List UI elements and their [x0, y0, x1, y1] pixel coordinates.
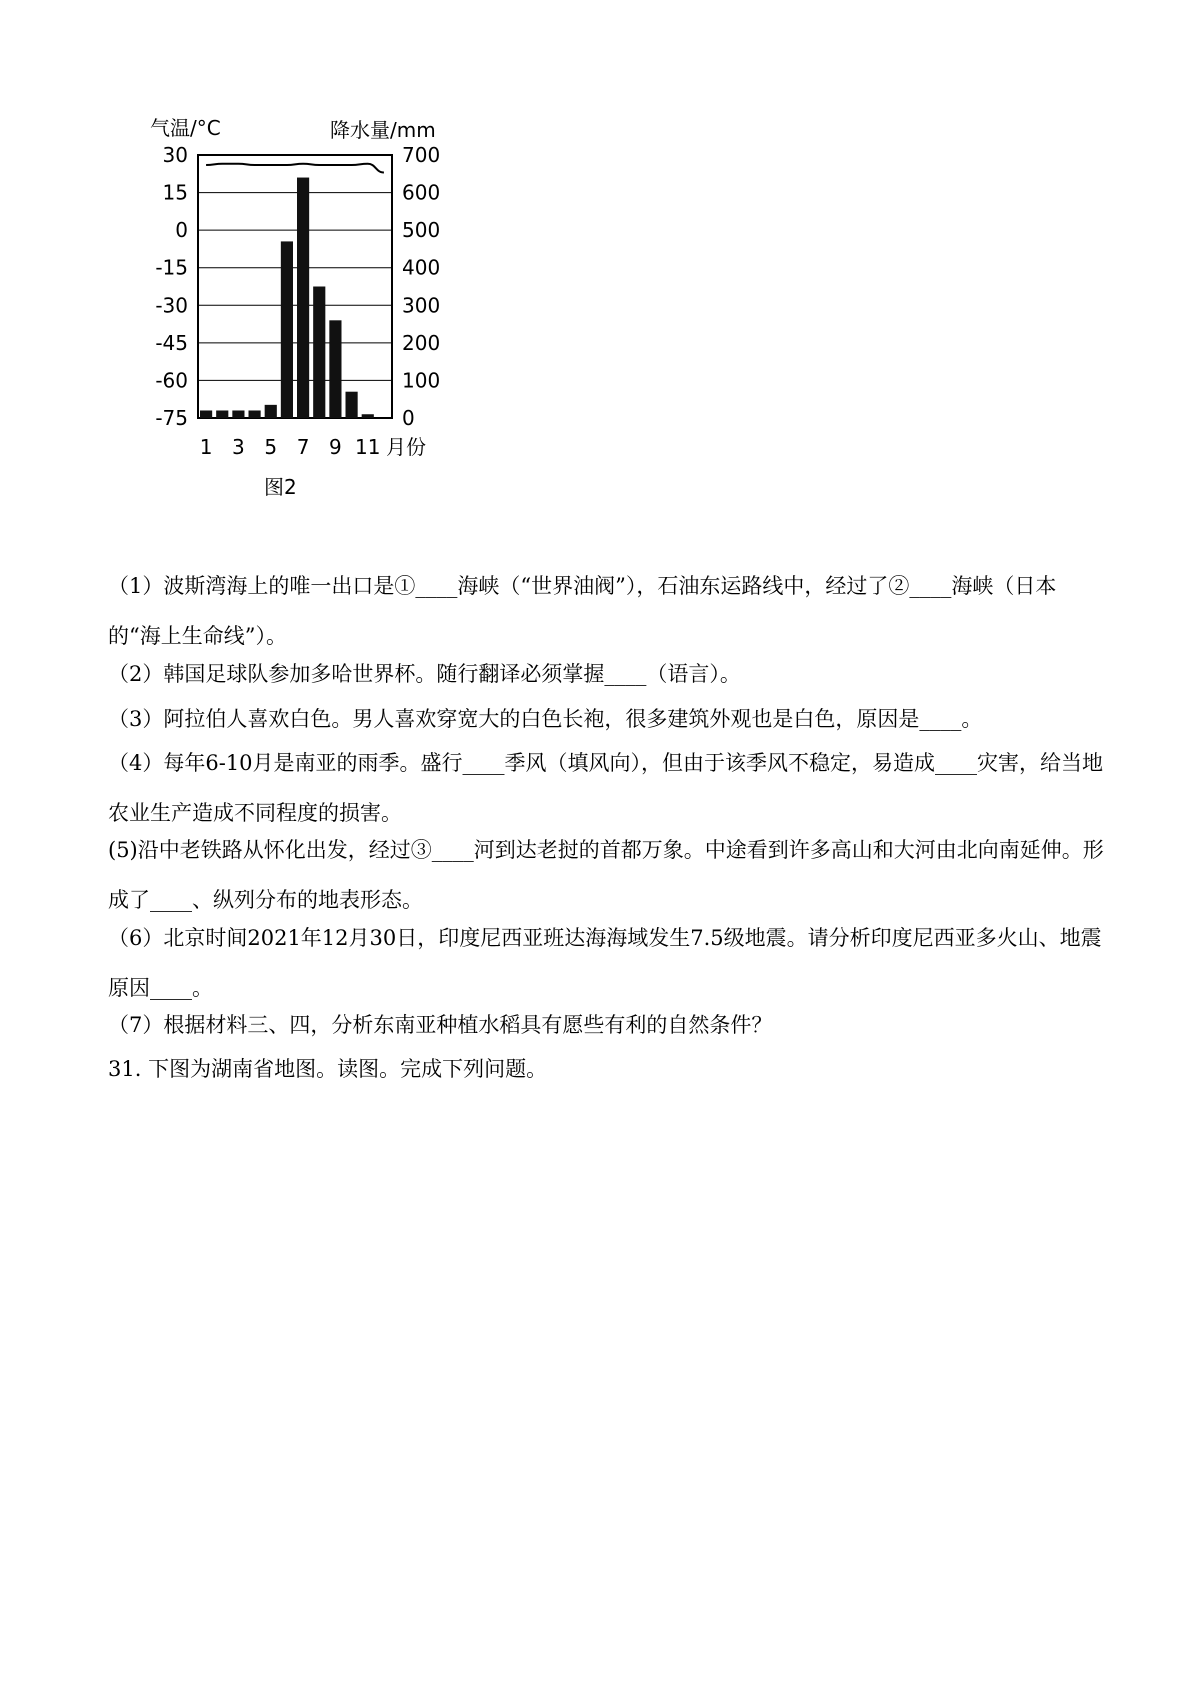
precipitation-bar: [362, 414, 374, 418]
precipitation-tick-label: 100: [402, 368, 441, 393]
precipitation-bar: [329, 320, 341, 418]
precipitation-tick-label: 0: [402, 406, 415, 430]
chart-caption: 图2: [264, 475, 297, 499]
precipitation-tick-label: 300: [402, 293, 441, 318]
precipitation-bar: [346, 392, 358, 418]
temperature-tick-label: -15: [155, 255, 188, 280]
precipitation-bar: [313, 287, 325, 419]
month-tick-label: 9: [329, 435, 342, 459]
month-tick-label: 7: [296, 435, 310, 459]
month-axis-label: 月份: [386, 435, 426, 459]
question-31: 31. 下图为湖南省地图。读图。完成下列问题。: [108, 1057, 548, 1081]
temperature-tick-label: 30: [162, 143, 188, 167]
question-6: （6）北京时间2021年12月30日，印度尼西亚班达海海域发生7.5级地震。请分析印度尼西亚多火山、地震 原因____。: [108, 926, 1123, 1000]
month-tick-label: 3: [232, 435, 245, 459]
temperature-tick-label: 15: [162, 180, 188, 205]
question-7: （7）根据材料三、四，分析东南亚种植水稻具有愿些有利的自然条件？: [108, 1013, 773, 1037]
precipitation-bar: [265, 405, 277, 418]
temperature-tick-label: -60: [155, 368, 188, 393]
question-1: （1）波斯湾海上的唯一出口是①____海峡（“世界油阀”），石油东运路线中，经过了②____海峡（日本的“海上生命线”）。: [108, 574, 1057, 648]
precipitation-tick-label: 200: [402, 330, 441, 355]
precipitation-bar: [249, 410, 261, 418]
question-4: （4）每年6-10月是南亚的雨季。盛行____季风（填风向），但由于该季风不稳定，易造成____灾害，给当地农业生产造成不同程度的损害。: [108, 751, 1104, 825]
plot-frame: [198, 155, 392, 418]
temperature-axis-label: 气温/°C: [150, 116, 221, 140]
climate-chart-svg: [140, 100, 500, 560]
climate-chart: [140, 100, 500, 560]
temperature-tick-label: -45: [155, 330, 188, 355]
temperature-curve: [206, 164, 384, 173]
question-3: （3）阿拉伯人喜欢白色。男人喜欢穿宽大的白色长袍，很多建筑外观也是白色，原因是____。: [108, 707, 983, 731]
precipitation-tick-label: 500: [402, 218, 441, 243]
precipitation-bar: [297, 178, 309, 418]
temperature-tick-label: 0: [175, 218, 188, 243]
month-tick-label: 5: [264, 435, 278, 459]
precipitation-tick-label: 700: [402, 143, 441, 167]
precipitation-bar: [232, 410, 244, 418]
precipitation-tick-label: 400: [402, 255, 441, 280]
question-5: (5)沿中老铁路从怀化出发，经过③____河到达老挝的首都万象。中途看到许多高山和大河由北向南延伸。形成了____、纵列分布的地表形态。: [108, 838, 1104, 912]
precipitation-tick-label: 600: [402, 180, 441, 205]
month-tick-label: 1: [199, 435, 213, 459]
precipitation-axis-label: 降水量/mm: [330, 118, 436, 142]
month-tick-label: 11: [355, 435, 381, 459]
question-2: （2）韩国足球队参加多哈世界杯。随行翻译必须掌握____（语言）。: [108, 662, 741, 686]
precipitation-bar: [281, 241, 293, 418]
temperature-tick-label: -30: [155, 293, 188, 318]
temperature-tick-label: -75: [155, 406, 188, 430]
precipitation-bar: [200, 410, 212, 418]
precipitation-bar: [216, 410, 228, 418]
